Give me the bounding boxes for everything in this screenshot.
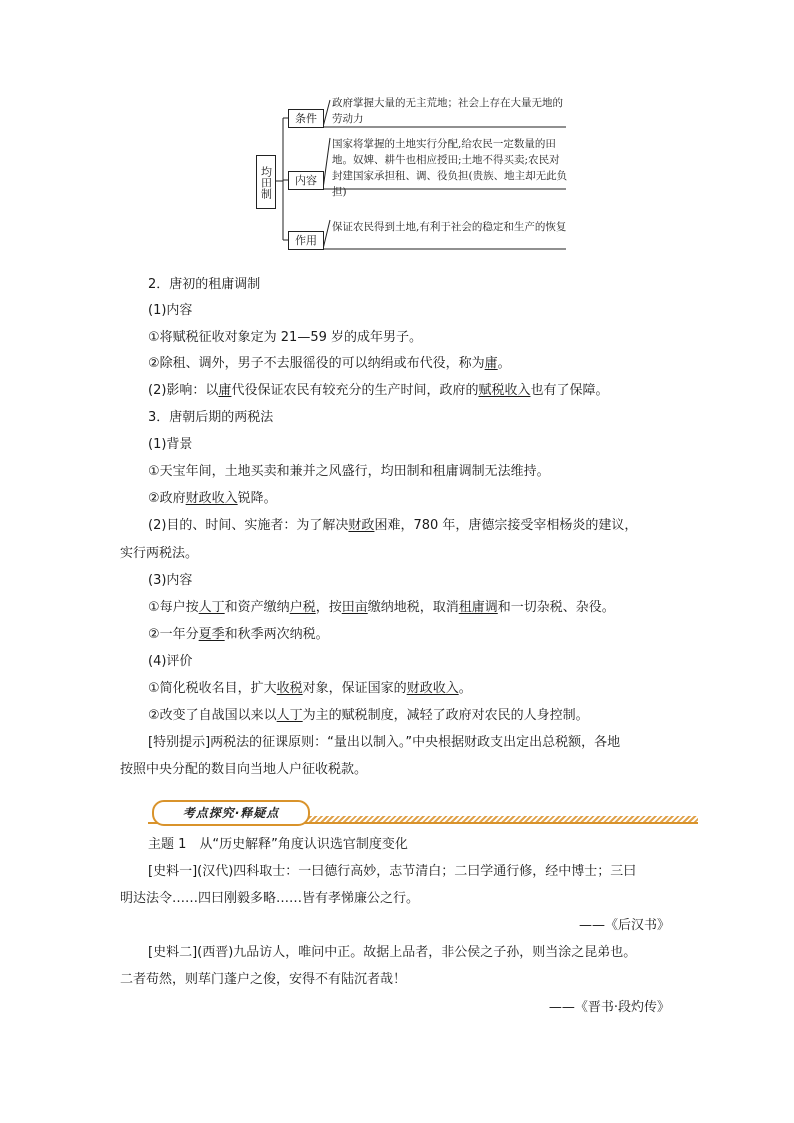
banner-title: 考点探究·释疑点: [152, 800, 310, 826]
paragraph: ②除租、调外，男子不去服徭役的可以纳绢或布代役，称为庸。: [148, 356, 511, 371]
subheading-background: (1)背景: [148, 437, 193, 452]
branch-text-conditions: 政府掌握大量的无主荒地；社会上存在大量无地的劳动力: [332, 97, 563, 125]
subheading-content: (1)内容: [148, 303, 193, 318]
source-two-citation: ——《晋书·段灼传》: [548, 1000, 670, 1015]
key-term: 庸: [218, 383, 232, 398]
paragraph: ①天宝年间，土地买卖和兼并之风盛行，均田制和租庸调制无法维持。: [148, 464, 550, 479]
subheading-evaluation: (4)评价: [148, 654, 193, 669]
diagram-root: 均田制: [256, 155, 276, 209]
key-term: 财政收入: [406, 681, 459, 696]
paragraph: ①将赋税征收对象定为 21—59 岁的成年男子。: [148, 330, 423, 345]
heading-two-tax-law: 3．唐朝后期的两税法: [148, 410, 274, 425]
key-term: 收税: [276, 681, 303, 696]
branch-label-conditions: 条件: [288, 109, 324, 128]
section-banner: [148, 800, 698, 840]
topic-title: 主题 1 从“历史解释”角度认识选官制度变化: [148, 837, 408, 852]
branch-label-effect: 作用: [288, 231, 324, 250]
key-term: 赋税收入: [478, 383, 531, 398]
key-term: 财政收入: [185, 491, 238, 506]
paragraph: ②一年分夏季和秋季两次纳税。: [148, 627, 329, 642]
paragraph: ②改变了自战国以来以人丁为主的赋税制度，减轻了政府对农民的人身控制。: [148, 708, 589, 723]
special-tip: [特别提示]两税法的征课原则：“量出以制入。”中央根据财政支出定出总税额，各地: [148, 735, 621, 750]
branch-text-effect: 保证农民得到土地,有利于社会的稳定和生产的恢复: [332, 221, 567, 233]
heading-zuyongdiao: 2．唐初的租庸调制: [148, 277, 261, 292]
paragraph: ①每户按人丁和资产缴纳户税，按田亩缴纳地税，取消租庸调和一切杂税、杂役。: [148, 600, 615, 615]
source-one-citation: ——《后汉书》: [578, 918, 670, 933]
paragraph: (2)影响：以庸代役保证农民有较充分的生产时间，政府的赋税收入也有了保障。: [148, 383, 609, 398]
key-term: 户税: [289, 600, 316, 615]
branch-text-content: 国家将掌握的土地实行分配,给农民一定数量的田地。奴婢、耕牛也相应授田;土地不得买卖;农民对封建国家承担租、调、役负担(贵族、地主却无此负担): [332, 138, 568, 198]
source-two-cont: 二者苟然，则荜门蓬户之俊，安得不有陆沉者哉！: [120, 972, 407, 987]
source-one-cont: 明达法令……四曰刚毅多略……皆有孝悌廉公之行。: [120, 891, 420, 906]
key-term: 财政: [348, 518, 375, 533]
special-tip-cont: 按照中央分配的数目向当地人户征收税款。: [120, 762, 368, 777]
key-term: 人丁: [198, 600, 225, 615]
paragraph: ①简化税收名目，扩大收税对象，保证国家的财政收入。: [148, 681, 472, 696]
key-term: 租庸调: [458, 600, 498, 615]
source-two: [史料二](西晋)九品访人，唯问中正。故据上品者，非公侯之子孙，则当涂之昆弟也。: [148, 945, 637, 960]
key-term: 庸: [484, 356, 498, 371]
subheading-content-2: (3)内容: [148, 573, 193, 588]
paragraph: ②政府财政收入锐降。: [148, 491, 277, 506]
banner-stripes: [298, 816, 698, 822]
equal-field-system-diagram: [250, 92, 570, 258]
branch-label-content: 内容: [288, 171, 324, 190]
source-one: [史料一](汉代)四科取士：一曰德行高妙，志节清白；二曰学通行修，经中博士；三曰: [148, 864, 637, 879]
key-term: 田亩: [341, 600, 368, 615]
paragraph: 实行两税法。: [120, 546, 199, 561]
key-term: 夏季: [198, 627, 225, 642]
paragraph: (2)目的、时间、实施者：为了解决财政困难，780 年，唐德宗接受宰相杨炎的建议，: [148, 518, 638, 533]
key-term: 人丁: [276, 708, 303, 723]
